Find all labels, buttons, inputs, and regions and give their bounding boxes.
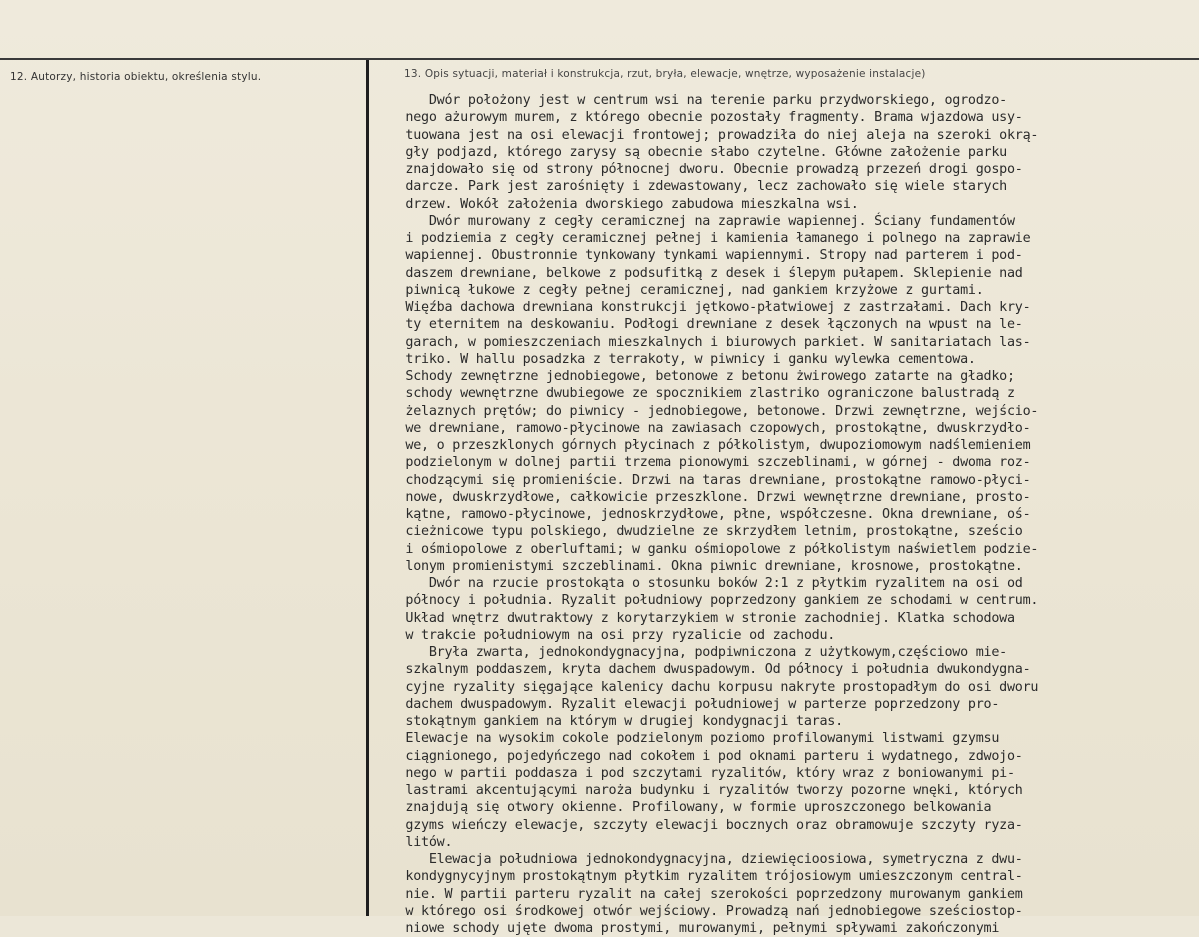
text-line: lastrami akcentującymi naroża budynku i ryzalitów tworzy pozorne wnęki, których	[382, 783, 1023, 798]
text-line: gły podjazd, którego zarysy są obecnie słabo czytelne. Główne założenie parku	[382, 144, 1007, 160]
text-line: tuowana jest na osi elewacji frontowej; prowadziła do niej aleja na szeroki okrą-	[382, 127, 1039, 143]
text-line: kątne, ramowo-płycinowe, jednoskrzydłowe, płne, współczesne. Okna drewniane, oś-	[382, 507, 1031, 522]
text-line: nowe, dwuskrzydłowe, całkowicie przeszklone. Drzwi wewnętrzne drewniane, prosto-	[382, 489, 1031, 505]
text-line: podzielonym w dolnej partii trzema pionowymi szczeblinami, w górnej - dwoma roz-	[382, 455, 1031, 471]
text-line: chodzącymi się promieniście. Drzwi na taras drewniane, prostokątne ramowo-płyci-	[382, 472, 1031, 488]
text-line: we drewniane, ramowo-płycinowe na zawiasach czopowych, prostokątne, dwuskrzydło-	[382, 420, 1031, 436]
text-line: kondygnycyjnym prostokątnym płytkim ryzalitem trójosiowym umieszczonym central-	[382, 869, 1023, 885]
text-line: w którego osi środkowej otwór wejściowy. Prowadzą nań jednobiegowe sześciostop-	[382, 903, 1023, 919]
text-line: wapiennej. Obustronnie tynkowany tynkami wapiennymi. Stropy nad parterem i pod-	[382, 248, 1023, 264]
text-line: nego ażurowym murem, z którego obecnie pozostały fragmenty. Brama wjazdowa usy-	[382, 110, 1023, 126]
text-line: ty eternitem na deskowaniu. Podłogi drewniane z desek łączonych na wpust na le-	[382, 317, 1023, 333]
column-divider	[366, 60, 369, 916]
text-line: Dwór na rzucie prostokąta o stosunku boków 2:1 z płytkim ryzalitem na osi od	[382, 576, 1023, 591]
text-line: Elewacja południowa jednokondygnacyjna, dziewięcioosiowa, symetryczna z dwu-	[382, 852, 1023, 867]
description-body	[382, 92, 1197, 937]
text-line: Schody zewnętrzne jednobiegowe, betonowe z betonu żwirowego zatarte na gładko;	[382, 369, 1015, 384]
text-line: gzyms wieńczy elewacje, szczyty elewacji bocznych oraz obramowuje szczyty ryza-	[382, 817, 1023, 833]
text-line: schody wewnętrzne dwubiegowe ze spocznikiem zlastriko ograniczone balustradą z	[382, 386, 1015, 402]
section-12-header: 12. Autorzy, historia obiektu, określenia stylu.	[10, 71, 262, 83]
text-line: daszem drewniane, belkowe z podsufitką z desek i ślepym pułapem. Sklepienie nad	[382, 265, 1023, 281]
text-line: nego w partii poddasza i pod szczytami ryzalitów, który wraz z boniowanymi pi-	[382, 765, 1015, 781]
text-line: piwnicą łukowe z cegły pełnej ceramicznej, nad gankiem krzyżowe z gurtami.	[382, 282, 984, 298]
text-line: w trakcie południowym na osi przy ryzalicie od zachodu.	[382, 627, 836, 643]
text-line: darcze. Park jest zarośnięty i zdewastowany, lecz zachowało się wiele starych	[382, 179, 1007, 195]
text-line: Elewacje na wysokim cokole podzielonym poziomo profilowanymi listwami gzymsu	[382, 731, 1000, 747]
text-line: żelaznych prętów; do piwnicy - jednobiegowe, betonowe. Drzwi zewnętrzne, wejścio-	[382, 403, 1039, 419]
text-line: i ośmiopolowe z oberluftami; w ganku ośmiopolowe z półkolistym naświetlem podzie-	[382, 541, 1039, 557]
text-line: Dwór murowany z cegły ceramicznej na zaprawie wapiennej. Ściany fundamentów	[382, 213, 1015, 229]
text-line: stokątnym gankiem na którym w drugiej kondygnacji taras.	[382, 714, 843, 729]
text-line: we, o przeszklonych górnych płycinach z półkolistym, dwupoziomowym nadślemieniem	[382, 438, 1031, 453]
text-line: dachem dwuspadowym. Ryzalit elewacji południowej w parterze poprzedzony pro-	[382, 696, 1000, 712]
text-line: niowe schody ujęte dwoma prostymi, murowanymi, pełnymi spływami zakończonymi	[382, 921, 1000, 936]
text-line: nie. W partii parteru ryzalit na całej szerokości poprzedzony murowanym gankiem	[382, 886, 1023, 902]
text-line: lonym promienistymi szczeblinami. Okna piwnic drewniane, krosnowe, prostokątne.	[382, 558, 1023, 574]
text-line: i podziemia z cegły ceramicznej pełnej i kamienia łamanego i polnego na zaprawie	[382, 231, 1031, 246]
text-line: garach, w pomieszczeniach mieszkalnych i biurowych parkiet. W sanitariatach las-	[382, 334, 1031, 350]
section-13-header: 13. Opis sytuacji, materiał i konstrukcja, rzut, bryła, elewacje, wnętrze, wyposażenie instalacje)	[404, 68, 926, 80]
text-line: znajdowało się od strony północnej dworu. Obecnie prowadzą przezeń drogi gospo-	[382, 162, 1023, 177]
text-line: drzew. Wokół założenia dworskiego zabudowa mieszkalna wsi.	[382, 196, 859, 212]
text-line: triko. W hallu posadzka z terrakoty, w piwnicy i ganku wylewka cementowa.	[382, 351, 976, 367]
text-line: cieżnicowe typu polskiego, dwudzielne ze skrzydłem letnim, prostokątne, sześcio	[382, 524, 1023, 540]
text-line: cyjne ryzality sięgające kalenicy dachu korpusu nakryte prostopadłym do osi dworu	[382, 679, 1039, 695]
text-line: litów.	[382, 834, 453, 850]
text-line: znajdują się otwory okienne. Profilowany, w formie uproszczonego belkowania	[382, 800, 992, 816]
text-line: Dwór położony jest w centrum wsi na terenie parku przydworskiego, ogrodzo-	[382, 93, 1007, 108]
top-rule	[0, 58, 1199, 60]
text-line: północy i południa. Ryzalit południowy poprzedzony gankiem ze schodami w centrum.	[382, 593, 1039, 609]
text-line: szkalnym poddaszem, kryta dachem dwuspadowym. Od północy i południa dwukondygna-	[382, 662, 1031, 678]
text-line: Układ wnętrz dwutraktowy z korytarzykiem w stronie zachodniej. Klatka schodowa	[382, 610, 1015, 626]
text-line: Bryła zwarta, jednokondygnacyjna, podpiwniczona z użytkowym,częściowo mie-	[382, 645, 1007, 660]
text-line: Więźba dachowa drewniana konstrukcji jętkowo-płatwiowej z zastrzałami. Dach kry-	[382, 300, 1031, 315]
text-line: ciągnionego, pojedyńczego nad cokołem i pod oknami parteru i wydatnego, zdwojo-	[382, 748, 1023, 764]
